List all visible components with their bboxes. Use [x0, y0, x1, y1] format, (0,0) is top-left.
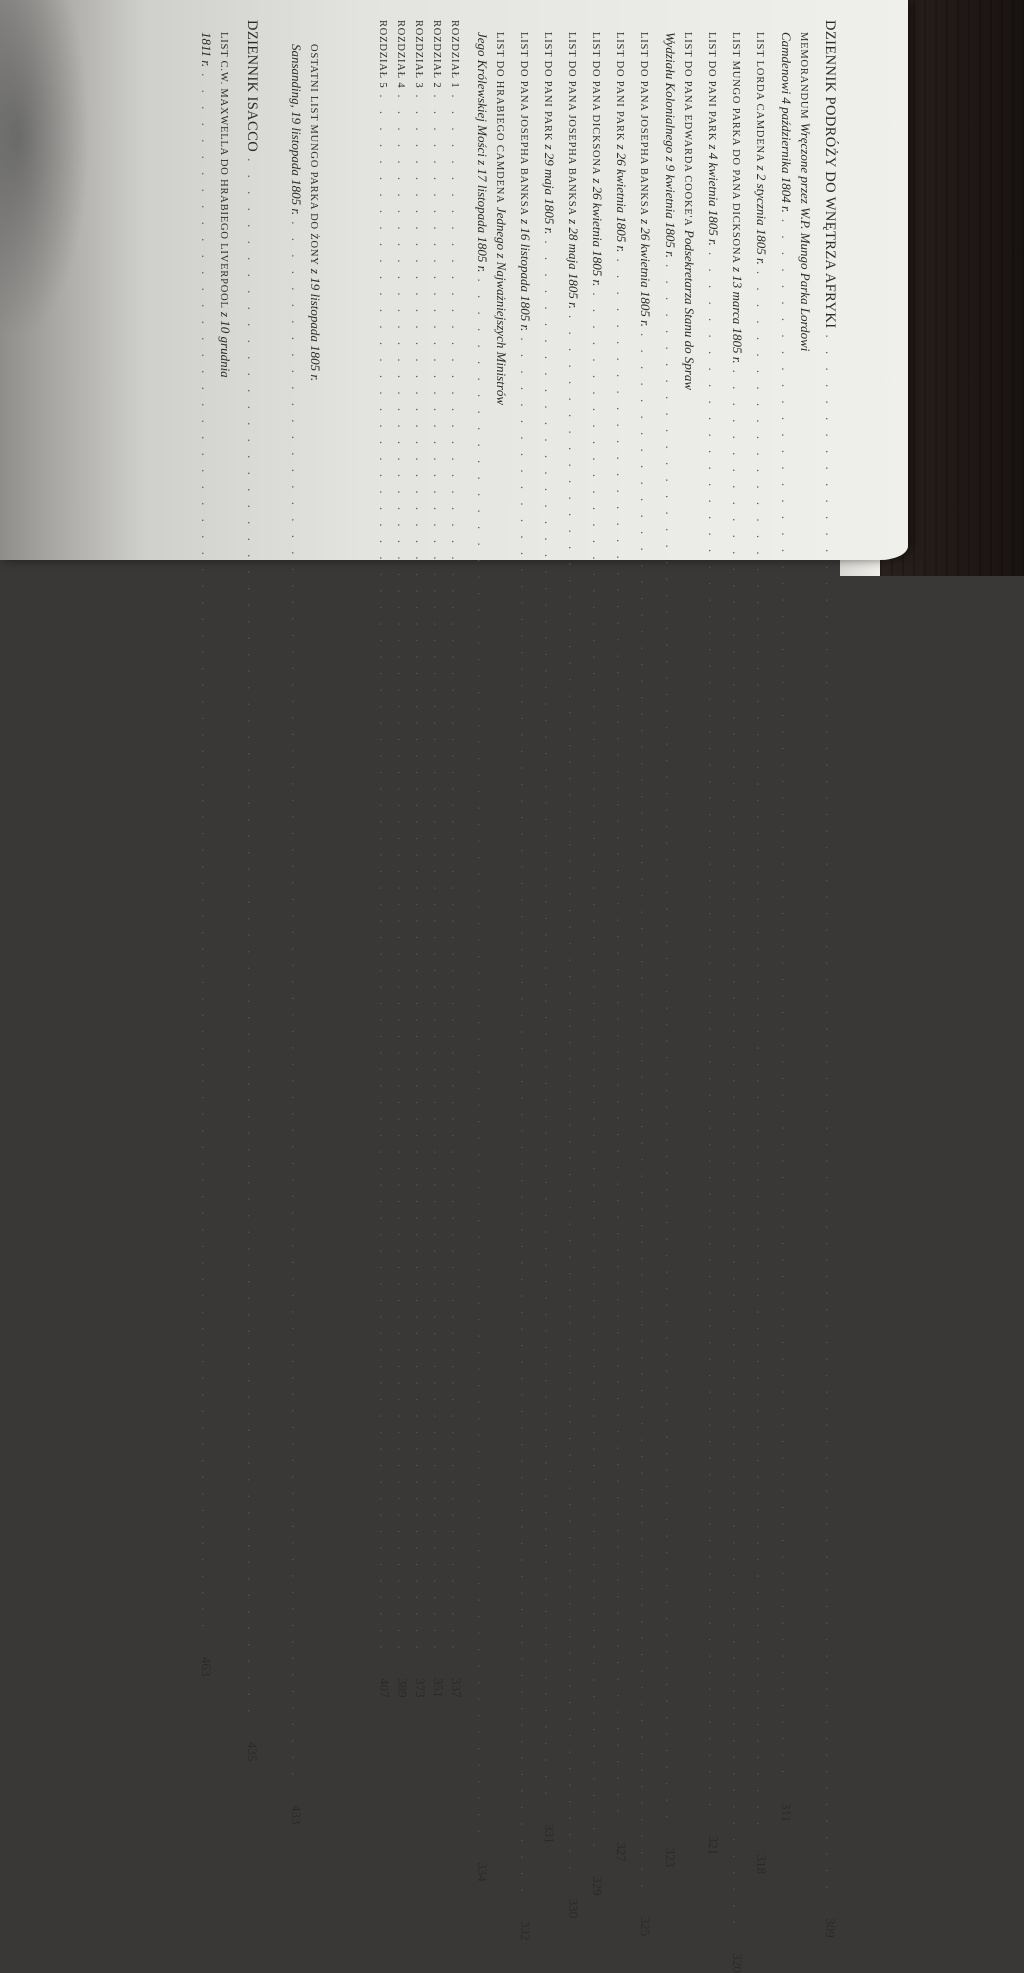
- toc-entry-cont: [470, 32, 490, 1882]
- leader-dots: [244, 152, 260, 1717]
- page-shadow: [0, 0, 90, 340]
- page-number: 318: [754, 1854, 769, 1875]
- entry-detail: z 2 stycznia 1805 r.: [754, 162, 769, 265]
- entry-detail: z 10 grudnia: [218, 308, 233, 378]
- entry-continuation: 1811 r.: [199, 32, 214, 68]
- toc-entry-cont: [774, 32, 794, 1823]
- entry-title: LIST DO PANI PARK: [542, 32, 553, 142]
- entry-title: ROZDZIAŁ 5: [377, 20, 388, 89]
- page-number: 334: [475, 1862, 490, 1882]
- entry-detail: z 13 marca 1805 r.: [730, 263, 745, 364]
- page-number: 433: [289, 1804, 304, 1825]
- entry-title: LIST MUNGO PARKA DO PANA DICKSONA: [730, 32, 741, 264]
- page-number: 321: [706, 1835, 721, 1856]
- page-number: 351: [431, 1678, 446, 1698]
- leader-dots: [430, 88, 446, 1653]
- entry-detail: Jednego z Najważniejszych Ministrów: [494, 203, 509, 406]
- page-number: 389: [395, 1678, 410, 1698]
- page-number: 337: [449, 1678, 464, 1698]
- toc-entry-cont: [658, 32, 678, 1868]
- toc-entry: [610, 32, 630, 1862]
- toc-entry: [390, 20, 410, 1698]
- entry-title: OSTATNI LIST MUNGO PARKA DO ŻONY: [308, 44, 319, 266]
- page-number: 332: [518, 1921, 533, 1941]
- table-of-contents: [368, 20, 844, 1973]
- heading-title: DZIENNIK ISACCO: [244, 20, 260, 153]
- page-number: 320: [730, 1953, 745, 1973]
- page-number: 435: [245, 1741, 260, 1762]
- entry-detail: z 26 kwietnia 1805 r.: [590, 175, 605, 287]
- entry-title: LIST DO PANA JOSEPHA BANKSA: [638, 32, 649, 216]
- toc-entry: [538, 32, 558, 1844]
- page-number: 323: [663, 1847, 678, 1868]
- entry-title: LIST DO PANA DICKSONA: [590, 32, 601, 176]
- entry-title: LIST DO PANI PARK: [614, 32, 625, 142]
- leader-dots: [541, 234, 557, 1799]
- entry-continuation: Wydziału Kolonialnego z 9 kwietnia 1805 r.: [663, 32, 678, 258]
- entry-title: LIST DO PANA EDWARDA COOKE'A: [682, 32, 693, 227]
- leader-dots: [729, 364, 745, 1929]
- toc-entry: [678, 32, 698, 660]
- toc-entry: [586, 32, 606, 1896]
- entry-title: LIST C.W. MAXWELLA DO HRABIEGO LIVERPOOL: [218, 32, 229, 309]
- toc-entry: [794, 32, 814, 660]
- entry-detail: z 28 maja 1805 r.: [566, 215, 581, 309]
- entry-detail: z 26 kwietnia 1805 r.: [614, 141, 629, 253]
- entry-continuation: Camdenowi 4 października 1804 r.: [779, 32, 794, 213]
- page-number: 309: [823, 1918, 838, 1938]
- leader-dots: [753, 265, 769, 1830]
- leader-dots: [517, 331, 533, 1896]
- toc-heading: [818, 20, 838, 1938]
- toc-entry: [444, 20, 464, 1698]
- toc-entry: [750, 32, 770, 1875]
- leader-dots: [565, 309, 581, 1874]
- toc-entry-cont: [284, 44, 304, 1825]
- entry-title: ROZDZIAŁ 1: [449, 20, 460, 89]
- leader-dots: [288, 215, 304, 1780]
- page-number: 325: [638, 1916, 653, 1937]
- page-number: 330: [566, 1898, 581, 1919]
- entry-detail: z 16 listopada 1805 r.: [518, 215, 533, 332]
- entry-detail: z 26 kwietnia 1805 r.: [638, 215, 653, 328]
- page-number: 407: [377, 1678, 392, 1698]
- page-number: 331: [542, 1824, 557, 1844]
- leader-dots: [662, 258, 678, 1823]
- page-number: 327: [614, 1842, 629, 1862]
- leader-dots: [448, 88, 464, 1653]
- toc-entry: [426, 20, 446, 1698]
- leader-dots: [637, 327, 653, 1892]
- entry-title: LIST DO PANI PARK: [706, 32, 717, 142]
- toc-entry: [634, 32, 654, 1937]
- toc-entry: [408, 20, 428, 1698]
- entry-continuation: Jego Królewskiej Mości z 17 listopada 1805 r.: [475, 32, 490, 273]
- entry-title: LIST DO HRABIEGO CAMDENA: [494, 32, 505, 204]
- entry-detail: Podsekretarza Stanu do Spraw: [682, 226, 697, 391]
- entry-title: LIST LORDA CAMDENA: [754, 32, 765, 163]
- entry-detail: z 19 listopada 1805 r.: [308, 265, 323, 382]
- leader-dots: [198, 67, 214, 1632]
- entry-title: ROZDZIAŁ 4: [395, 20, 406, 89]
- toc-entry-cont: [194, 32, 214, 1677]
- page-number: 373: [413, 1678, 428, 1698]
- entry-title: ROZDZIAŁ 2: [431, 20, 442, 89]
- leader-dots: [394, 88, 410, 1653]
- entry-detail: Wręczone przez W.P. Mungo Parka Lordowi: [798, 119, 813, 352]
- entry-title: MEMORANDUM: [798, 32, 809, 120]
- leader-dots: [589, 286, 605, 1851]
- entry-detail: z 4 kwietnia 1805 r.: [706, 141, 721, 246]
- toc-entry: [304, 44, 324, 660]
- entry-title: ROZDZIAŁ 3: [413, 20, 424, 89]
- entry-detail: z 29 maja 1805 r.: [542, 141, 557, 235]
- entry-title: LIST DO PANA JOSEPHA BANKSA: [566, 32, 577, 216]
- page-number: 311: [779, 1803, 794, 1823]
- page-number: 463: [199, 1656, 214, 1677]
- toc-heading: [240, 20, 260, 1762]
- toc-entry: [514, 32, 534, 1941]
- toc-entry: [214, 32, 234, 660]
- entry-continuation: Sansanding, 19 listopada 1805 r.: [289, 44, 304, 216]
- toc-entry: [372, 20, 392, 1698]
- leader-dots: [613, 252, 629, 1817]
- page-number: 329: [590, 1876, 605, 1896]
- leader-dots: [705, 246, 721, 1811]
- toc-entry: [562, 32, 582, 1919]
- heading-title: DZIENNIK PODRÓŻY DO WNĘTRZA AFRYKI: [822, 20, 838, 329]
- leader-dots: [376, 88, 392, 1653]
- entry-title: LIST DO PANA JOSEPHA BANKSA: [518, 32, 529, 216]
- leader-dots: [778, 213, 794, 1778]
- leader-dots: [822, 328, 838, 1893]
- toc-entry: [490, 32, 510, 660]
- leader-dots: [412, 88, 428, 1653]
- toc-entry: [726, 32, 746, 1973]
- toc-entry: [702, 32, 722, 1856]
- leader-dots: [474, 273, 490, 1838]
- table-of-contents-lower: [124, 20, 324, 1825]
